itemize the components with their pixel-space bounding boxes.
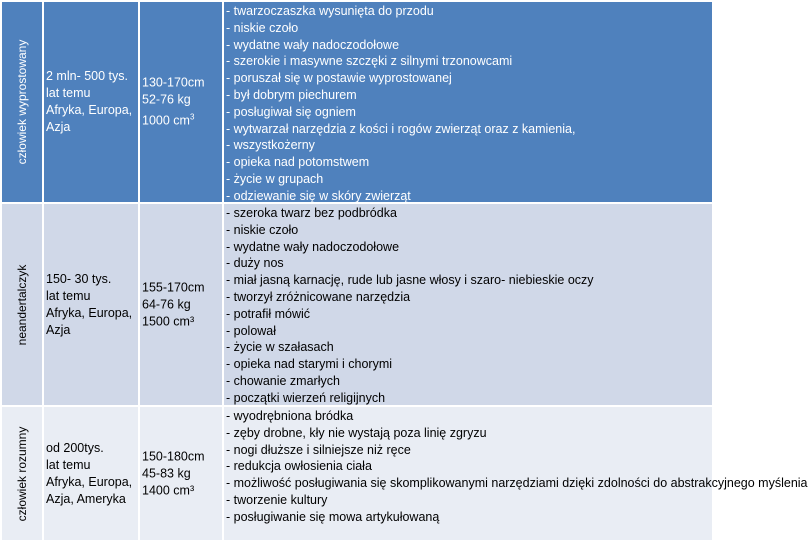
traits-cell [224,204,712,405]
trait-item: - nogi dłuższe i silniejsze niż ręce [226,442,411,457]
body-stat-text: 52-76 kg [142,92,191,107]
trait-item: - życie w szałasach [226,340,334,355]
body-stat-text: 64-76 kg [142,297,191,311]
trait-item: - wydatne wały nadoczodołowe [226,239,400,254]
body-stat-line [142,465,222,482]
trait-item: - szerokie i masywne szczęki z silnymi trzonowcami [226,54,513,69]
trait-item: - posługiwanie się mowa artykułowaną [226,509,440,524]
trait-item: - chowanie zmarłych [226,373,340,388]
trait-item: - miał jasną karnację, rude lub jasne włosy i szaro- niebieskie oczy [226,273,594,288]
body-stats-cell [140,2,222,202]
body-stat-line [142,296,222,313]
time-place-cell [44,2,138,202]
trait-item: - szeroka twarz bez podbródka [226,206,397,220]
body-stats-cell [140,407,222,540]
body-stat-text: 1500 cm³ [142,314,195,328]
species-name: człowiek wyprostowany [15,39,29,165]
species-name-cell [2,407,42,540]
traits-cell [224,407,808,540]
trait-item: - tworzenie kultury [226,492,328,507]
time-place-line: od 200tys. [46,440,104,455]
trait-item: - wszystkożerny [226,138,315,153]
body-stat-line [142,448,222,465]
trait-item: - był dobrym piechurem [226,87,357,102]
body-stat-text: 45-83 kg [142,466,191,480]
body-stat-line [142,313,222,330]
trait-item: - wydatne wały nadoczodołowe [226,37,400,52]
time-place-cell [44,204,138,405]
time-place-line: lat temu [46,86,91,100]
species-name-cell [2,204,42,405]
time-place-line: Afryka, Europa, [46,103,133,117]
trait-item: - niskie czoło [226,222,299,237]
body-stat-text: 130-170cm [142,75,205,90]
trait-item: - możliwość posługiwania się skomplikowanymi narzędziami dzięki zdolności do abstrakcyjnego myślenia [226,476,808,491]
trait-item: - wytwarzał narzędzia z kości i rogów zwierząt oraz z kamienia, [226,121,576,136]
time-place-line: Azja, Ameryka [46,491,126,506]
time-place-line: Azja [46,322,71,337]
species-name: człowiek rozumny [15,426,29,521]
traits-cell [224,2,712,202]
body-stat-line [142,108,222,129]
trait-item: - początki wierzeń religijnych [226,390,386,405]
trait-item: - niskie czoło [226,20,299,35]
trait-item: - wyodrębniona bródka [226,409,354,423]
trait-item: - odziewanie się w skóry zwierząt [226,188,411,203]
trait-item: - duży nos [226,256,284,271]
trait-item: - redukcja owłosienia ciała [226,459,372,474]
time-place-line: 2 mln- 500 tys. [46,69,128,83]
time-place-line: Afryka, Europa, [46,305,133,320]
time-place-cell [44,407,138,540]
body-stat-text: 1400 cm³ [142,483,195,497]
body-stat-text: 150-180cm [142,449,205,463]
trait-item: - życie w grupach [226,171,324,186]
species-name: neandertalczyk [15,264,29,345]
body-stat-line [142,74,222,91]
body-stats-cell [140,204,222,405]
trait-item: - potrafił mówić [226,306,311,321]
body-stat-text: 155-170cm [142,280,205,294]
time-place-line: Afryka, Europa, [46,474,133,489]
trait-item: - posługiwał się ogniem [226,104,356,119]
superscript: 3 [189,112,195,122]
time-place-line: lat temu [46,457,91,472]
trait-item: - zęby drobne, kły nie wystają poza linię zgryzu [226,425,487,440]
trait-item: - polował [226,323,277,338]
trait-item: - tworzył zróżnicowane narzędzia [226,289,411,304]
body-stat-line [142,91,222,108]
trait-item: - poruszał się w postawie wyprostowanej [226,71,452,86]
trait-item: - twarzoczaszka wysunięta do przodu [226,4,434,18]
body-stat-line [142,279,222,296]
trait-item: - opieka nad starymi i chorymi [226,357,393,372]
time-place-line: 150- 30 tys. [46,271,112,286]
body-stat-text: 1000 cm [142,113,190,128]
body-stat-line [142,482,222,499]
time-place-line: Azja [46,120,71,134]
time-place-line: lat temu [46,288,91,303]
trait-item: - opieka nad potomstwem [226,155,370,170]
species-name-cell [2,2,42,202]
